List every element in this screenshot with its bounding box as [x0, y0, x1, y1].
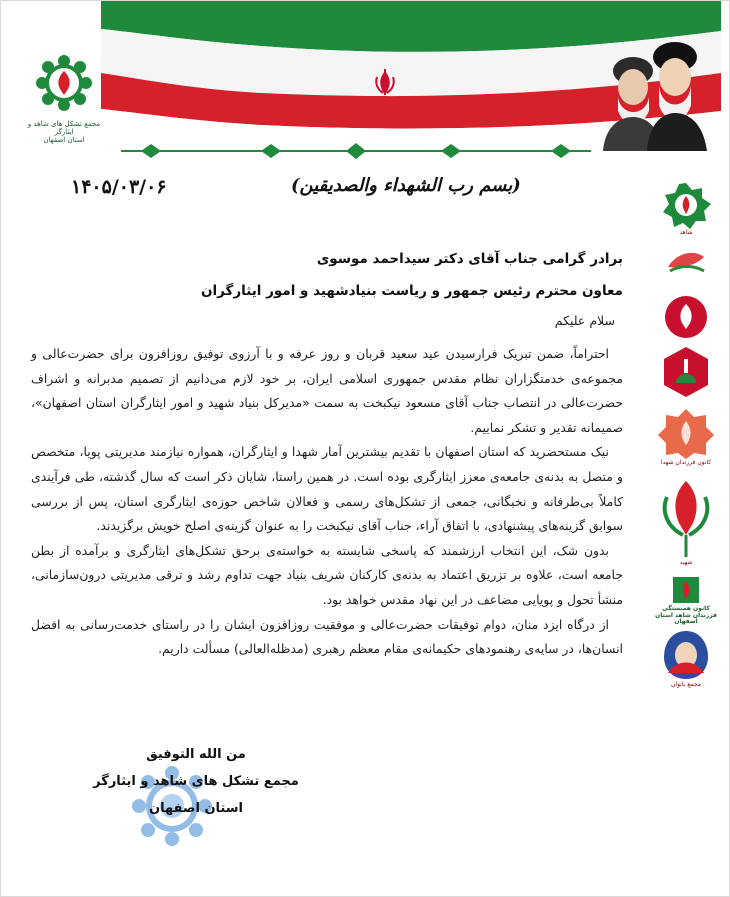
basmala: (بسم رب الشهداء والصدیقین) [291, 175, 521, 196]
tulip-logo-icon [664, 295, 708, 339]
mosque-logo-icon [664, 347, 708, 397]
leaders-portrait-icon [591, 19, 711, 151]
side-logo-kanoon [655, 575, 717, 626]
letter-body [31, 251, 623, 662]
signature-org: مجمع تشکل های شاهد و ایثارگر [93, 774, 299, 789]
side-logo-women [655, 629, 717, 689]
side-logo-mosque [655, 347, 717, 397]
side-logo-caption: مجمع بانوان [671, 681, 701, 688]
kanoon-logo-icon [671, 575, 701, 605]
side-logo-caption: کانون همبستگی فرزندان شاهد استان اصفهان [655, 605, 717, 626]
recipient-name: برادر گرامی جناب آقای دکتر سیداحمد موسوی [316, 251, 623, 267]
side-logos [649, 181, 723, 701]
children-shahid-logo-icon [658, 409, 714, 459]
org-city: استان اصفهان [43, 136, 85, 144]
isargar-logo-icon [664, 243, 708, 277]
org-logo-icon [32, 51, 96, 115]
ornament-divider [121, 141, 591, 161]
side-logo-caption: شاهد [679, 229, 693, 236]
paragraph: از درگاه ایزد منان، دوام توفیقات حضرت‌عالی و موفقیت روزافزون ایشان را در راستای خدمت‌رسانی به افضل انسان‌ها، در سایه‌ی رهنمودهای حکیمانه‌ی مقام معظم رهبری (مدظله‌العالی) مسألت داریم. [31, 616, 623, 657]
paragraph: نیک مستحضرید که استان اصفهان با تقدیم بیشترین آمار شهدا و ایثارگران، همواره نیازمند مدیریتی پویا، متخصص و متصل به بدنه‌ی جامعه‌ی معزز ایثارگری بوده است. در همین راستا، شایان ذکر است که سال گذشته، طی فرآیندی کاملاً بی‌طرفانه و نخبگانی، جمعی از تشکل‌های رسمی و فعالان شاخص حوزه‌ی ایثارگری استان، پس از بررسی سوابق گزینه‌های پیشنهادی، با اتفاق آراء، جناب آقای نیکبخت را به عنوان گزینه‌ی اصلح خویش برگزیدند. [31, 444, 623, 534]
side-logo-shahid [655, 477, 717, 567]
side-logo-children [655, 409, 717, 467]
side-logo-shahed [655, 183, 717, 237]
recipient-title: معاون محترم رئیس جمهور و ریاست بنیادشهید و امور ایثارگران [200, 283, 623, 299]
org-name: مجمع تشکل های شاهد و ایثارگر [27, 120, 101, 136]
iran-emblem-icon [369, 67, 401, 99]
paragraph: احتراماً، ضمن تبریک فرارسیدن عید سعید قربان و روز عرفه و با آرزوی توفیق روزافزون برای حضرت‌عالی و مجموعه‌ی خدمتگزاران نظام مقدس جمهوری اسلامی ایران، بر خود لازم می‌دانیم از تصمیم مدبرانه و اشراف حضرت‌عالی در انتصاب جناب آقای مسعود نیکبخت به سمت «مدیرکل بنیاد شهید و امور ایثارگران استان اصفهان»، صمیمانه تقدیر و تشکر نماییم. [31, 346, 623, 435]
side-logo-tulip [655, 295, 717, 339]
side-logo-caption: شهید [679, 559, 693, 566]
signature-closing: من الله التوفیق [146, 747, 246, 762]
side-logo-caption: کانون فرزندان شهدا [660, 459, 712, 466]
org-logo [19, 51, 109, 151]
greeting: سلام علیکم [554, 313, 615, 328]
side-logo-isargar [655, 243, 717, 277]
signature-city: استان اصفهان [149, 801, 243, 816]
shahid-logo-icon [659, 477, 713, 559]
women-logo-icon [658, 629, 714, 681]
shahed-logo-icon [661, 183, 711, 229]
paragraph: بدون شک، این انتخاب ارزشمند که پاسخی شایسته به خواسته‌ی برحق تشکل‌های ایثارگری و برآمده از بطن جامعه است، علاوه بر تزریق اعتماد به بدنه‌ی کارکنان شریف بنیاد جهت تداوم رشد و ترقی مدیریتی درون‌سازمانی، منشأ تحول و پویایی مضاعف در این نهاد مقدس خواهد بود. [31, 542, 623, 607]
letter-date: ۱۴۰۵/۰۳/۰۶ [71, 176, 167, 198]
signature-block [91, 741, 301, 822]
letterhead [1, 1, 730, 161]
